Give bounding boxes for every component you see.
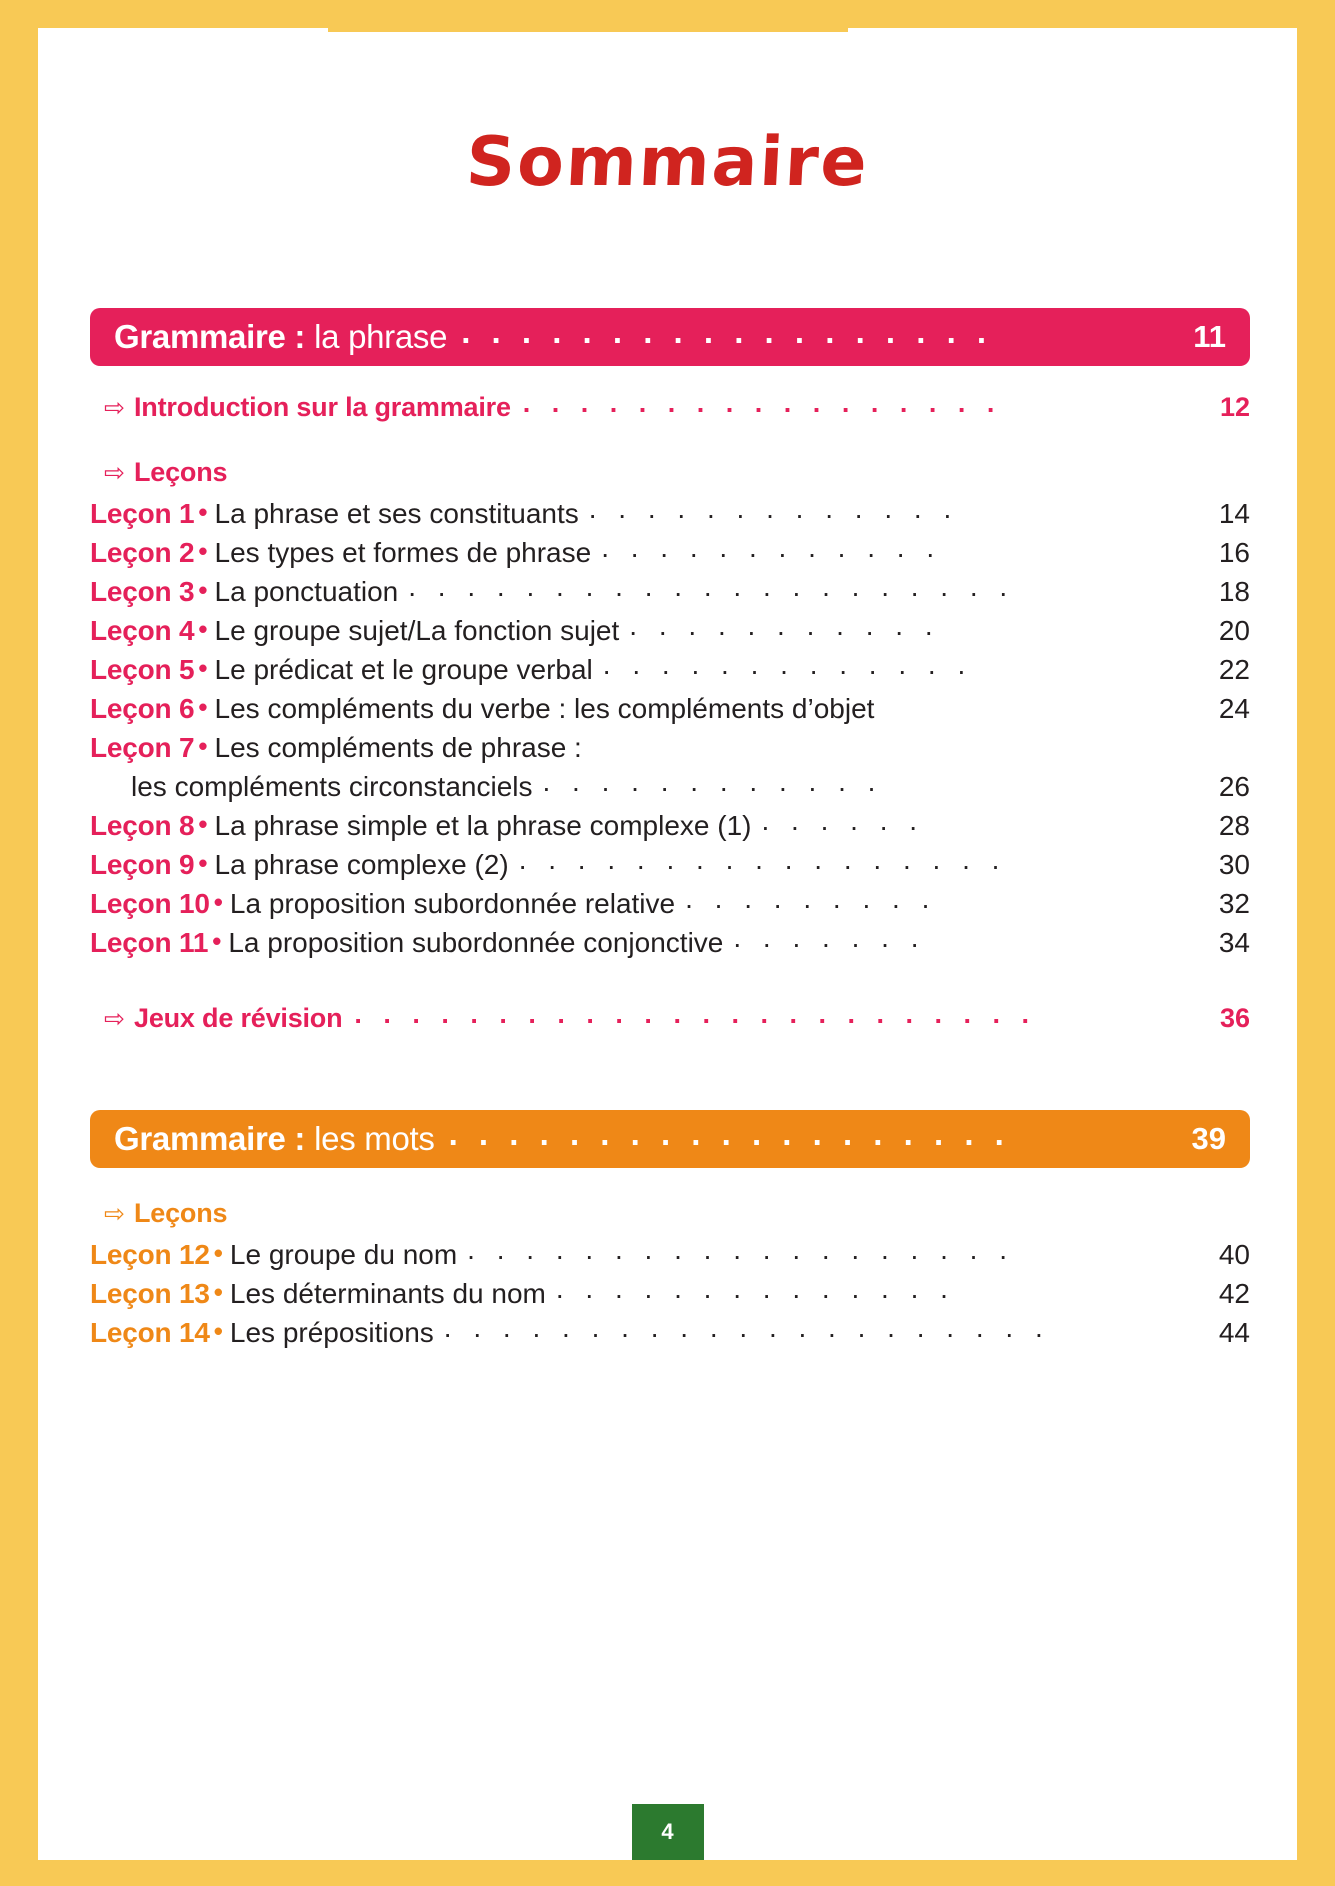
- toc-subheader-lecons-label: Leçons: [134, 457, 228, 487]
- lesson-page: 18: [1218, 576, 1250, 607]
- lesson-dots: . . . . . . . . . . . . .: [588, 493, 959, 524]
- list-item[interactable]: [90, 844, 1250, 881]
- lesson-dots: . . . . . . . . . . . . .: [602, 649, 973, 680]
- list-item[interactable]: [90, 1273, 1250, 1310]
- list-item[interactable]: [90, 805, 1250, 842]
- lesson-dots: . . . . . . . . . . . . . . . . .: [518, 844, 1007, 875]
- lesson-dots: . . . . . . . . .: [685, 883, 937, 914]
- arrow-right-icon: ⇨: [104, 459, 125, 487]
- section-banner-les-mots[interactable]: [90, 1110, 1250, 1168]
- list-item[interactable]: [90, 1312, 1250, 1349]
- table-of-contents: [90, 308, 1250, 1349]
- list-item[interactable]: [90, 532, 1250, 569]
- lesson-title: La proposition subordonnée conjonctive: [228, 927, 724, 958]
- list-item[interactable]: [90, 610, 1250, 647]
- lesson-number: Leçon 2: [90, 537, 195, 568]
- lesson-number: Leçon 5: [90, 654, 195, 685]
- list-item[interactable]: [90, 883, 1250, 920]
- lesson-bullet: •: [213, 1277, 223, 1307]
- section-banner-title-light: la phrase: [314, 318, 448, 355]
- arrow-right-icon: ⇨: [104, 1005, 125, 1033]
- list-item[interactable]: [90, 766, 1250, 803]
- toc-subheader-lecons-2-label: Leçons: [134, 1198, 228, 1228]
- lesson-page: 30: [1218, 849, 1250, 880]
- lesson-dots: . . . . . . . . . . .: [629, 610, 940, 641]
- lesson-bullet: •: [212, 926, 222, 956]
- lesson-number: Leçon 14: [90, 1317, 210, 1348]
- lesson-title: La phrase et ses constituants: [214, 498, 579, 529]
- lesson-bullet: •: [198, 731, 208, 761]
- section-banner-page: 11: [1193, 319, 1226, 354]
- lesson-bullet: •: [198, 614, 208, 644]
- lesson-list-les-mots: [90, 1234, 1250, 1349]
- lesson-number: Leçon 1: [90, 498, 195, 529]
- lesson-number: Leçon 9: [90, 849, 195, 880]
- lesson-bullet: •: [198, 575, 208, 605]
- lesson-dots: . . . . . . . . . . . .: [542, 766, 883, 797]
- list-item[interactable]: [90, 571, 1250, 608]
- lesson-number: Leçon 8: [90, 810, 195, 841]
- list-item[interactable]: [90, 649, 1250, 686]
- lesson-page: 26: [1218, 771, 1250, 802]
- lesson-bullet: •: [213, 1238, 223, 1268]
- lesson-number: Leçon 4: [90, 615, 195, 646]
- lesson-page: 14: [1218, 498, 1250, 529]
- section-banner-page: 39: [1191, 1121, 1226, 1156]
- lesson-bullet: •: [213, 1316, 223, 1346]
- lesson-dots: . . . . . .: [761, 805, 925, 836]
- list-item[interactable]: [90, 732, 1250, 764]
- section-banner-title-bold: Grammaire :: [114, 1120, 306, 1157]
- lesson-page: 32: [1218, 888, 1250, 919]
- lesson-title: Les déterminants du nom: [229, 1278, 546, 1309]
- toc-section-grammaire-les-mots: [90, 1110, 1250, 1349]
- lesson-dots: . . . . . . .: [733, 922, 926, 953]
- list-item[interactable]: [90, 1234, 1250, 1271]
- lesson-title: Les compléments de phrase :: [214, 732, 582, 763]
- arrow-right-icon: ⇨: [104, 1200, 125, 1228]
- lesson-page: 44: [1218, 1317, 1250, 1348]
- lesson-title: Le groupe sujet/La fonction sujet: [214, 615, 620, 646]
- lesson-bullet: •: [198, 653, 208, 683]
- lesson-bullet: •: [198, 809, 208, 839]
- toc-entry-jeux-dots: . . . . . . . . . . . . . . . . . . . . . . . .: [354, 999, 1036, 1029]
- lesson-title: les compléments circonstanciels: [131, 771, 533, 802]
- toc-entry-jeux-label: Jeux de révision: [134, 1003, 343, 1033]
- lesson-title: Le groupe du nom: [229, 1239, 458, 1270]
- page-sheet: [38, 28, 1297, 1860]
- toc-entry-introduction[interactable]: [90, 388, 1250, 423]
- toc-entry-jeux-de-revision[interactable]: [90, 999, 1250, 1034]
- lesson-title: La phrase complexe (2): [214, 849, 509, 880]
- lesson-bullet: •: [198, 692, 208, 722]
- lesson-dots: . . . . . . . . . . . . . .: [555, 1273, 955, 1304]
- lesson-title: Les compléments du verbe : les compléments d’objet: [214, 693, 875, 724]
- lesson-dots: . . . . . . . . . . . .: [601, 532, 942, 563]
- page-title: Sommaire: [464, 123, 871, 202]
- toc-section-grammaire-la-phrase: [90, 308, 1250, 1034]
- lesson-bullet: •: [198, 497, 208, 527]
- lesson-number: Leçon 6: [90, 693, 195, 724]
- lesson-page: 42: [1218, 1278, 1250, 1309]
- lesson-page: 16: [1218, 537, 1250, 568]
- lesson-page: 24: [1218, 693, 1250, 724]
- toc-entry-introduction-label: Introduction sur la grammaire: [134, 392, 511, 422]
- section-banner-dots: . . . . . . . . . . . . . . . . . .: [461, 314, 993, 348]
- toc-entry-introduction-dots: . . . . . . . . . . . . . . . . .: [522, 388, 1002, 418]
- lesson-title: Les types et formes de phrase: [214, 537, 592, 568]
- lesson-number: Leçon 3: [90, 576, 195, 607]
- lesson-page: 40: [1218, 1239, 1250, 1270]
- frame-notch: [328, 28, 848, 32]
- lesson-page: 34: [1218, 927, 1250, 958]
- lesson-page: 28: [1218, 810, 1250, 841]
- section-banner-title-light: les mots: [314, 1120, 435, 1157]
- lesson-title: Le prédicat et le groupe verbal: [214, 654, 593, 685]
- toc-subheader-lecons-2: [90, 1198, 1250, 1229]
- lesson-title: Les prépositions: [229, 1317, 434, 1348]
- lesson-dots: . . . . . . . . . . . . . . . . . . .: [467, 1234, 1015, 1265]
- lesson-title: La phrase simple et la phrase complexe (1): [214, 810, 752, 841]
- section-banner-dots: . . . . . . . . . . . . . . . . . . .: [448, 1116, 1010, 1150]
- lesson-number: Leçon 11: [90, 927, 209, 958]
- lesson-page: 20: [1218, 615, 1250, 646]
- section-banner-title-bold: Grammaire :: [114, 318, 306, 355]
- lesson-page: 22: [1218, 654, 1250, 685]
- lesson-number: Leçon 12: [90, 1239, 210, 1270]
- lesson-number: Leçon 13: [90, 1278, 210, 1309]
- section-divider: [90, 1034, 1250, 1110]
- toc-entry-jeux-page: 36: [1219, 1003, 1250, 1033]
- section-banner-la-phrase[interactable]: [90, 308, 1250, 366]
- list-item[interactable]: [90, 493, 1250, 530]
- lesson-dots: . . . . . . . . . . . . . . . . . . . . .: [443, 1312, 1050, 1343]
- list-item[interactable]: [90, 922, 1250, 959]
- lesson-bullet: •: [213, 887, 223, 917]
- lesson-dots: . . . . . . . . . . . . . . . . . . . . .: [408, 571, 1015, 602]
- lesson-number: Leçon 7: [90, 732, 195, 763]
- page-number-tab: [632, 1804, 704, 1860]
- lesson-title: La proposition subordonnée relative: [229, 888, 676, 919]
- lesson-list-la-phrase: [90, 493, 1250, 959]
- toc-entry-introduction-page: 12: [1219, 392, 1250, 422]
- list-item[interactable]: [90, 693, 1250, 725]
- page-number: 4: [661, 1819, 674, 1844]
- lesson-bullet: •: [198, 848, 208, 878]
- toc-subheader-lecons: [90, 457, 1250, 488]
- lesson-number: Leçon 10: [90, 888, 210, 919]
- lesson-bullet: •: [198, 536, 208, 566]
- lesson-title: La ponctuation: [214, 576, 399, 607]
- arrow-right-icon: ⇨: [104, 394, 125, 422]
